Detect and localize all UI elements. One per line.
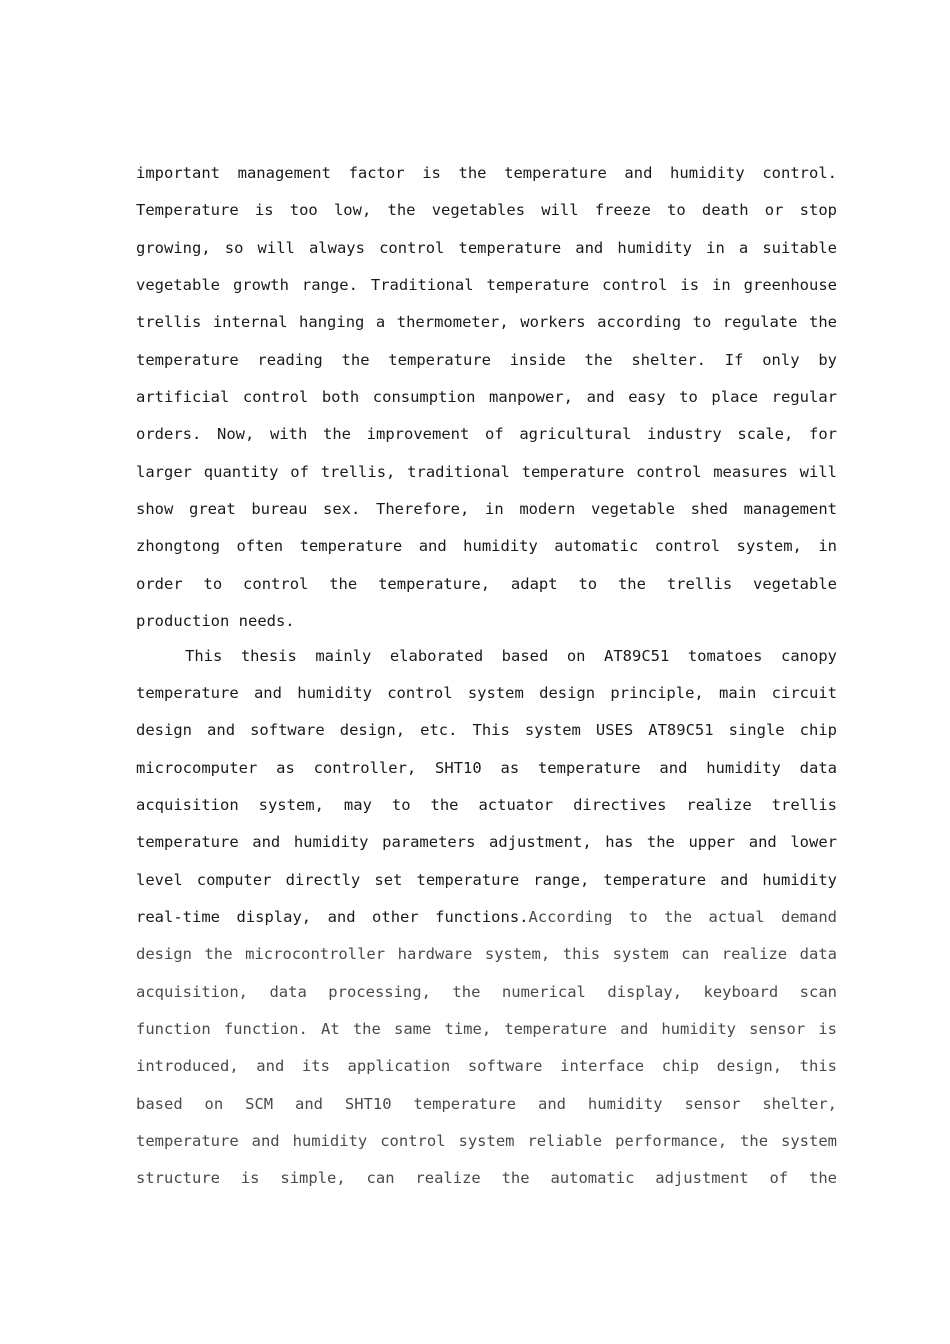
paragraph-2-line: structure is simple, can realize the automatic adjustment of the: [136, 1169, 837, 1187]
paragraph-2-line: temperature and humidity control system reliable performance, the system: [136, 1132, 837, 1150]
paragraph-2-mixed-line: [136, 905, 837, 929]
paragraph-1-line: growing, so will always control temperature and humidity in a suitable: [136, 239, 837, 257]
paragraph-2-line: acquisition system, may to the actuator directives realize trellis: [136, 796, 837, 814]
paragraph-1-line: production needs.: [136, 612, 295, 630]
paragraph-2-line: introduced, and its application software interface chip design, this: [136, 1057, 837, 1075]
paragraph-2-line: based on SCM and SHT10 temperature and humidity sensor shelter,: [136, 1095, 837, 1113]
paragraph-2-line: temperature and humidity control system design principle, main circuit: [136, 684, 837, 702]
paragraph-1-line: zhongtong often temperature and humidity automatic control system, in: [136, 537, 837, 555]
paragraph-2-line: microcomputer as controller, SHT10 as temperature and humidity data: [136, 759, 837, 777]
paragraph-1-line: order to control the temperature, adapt to the trellis vegetable: [136, 575, 837, 593]
paragraph-2-line: design and software design, etc. This system USES AT89C51 single chip: [136, 721, 837, 739]
paragraph-1-line: orders. Now, with the improvement of agricultural industry scale, for: [136, 425, 837, 443]
paragraph-1-line: artificial control both consumption manpower, and easy to place regular: [136, 388, 837, 406]
paragraph-1-line: temperature reading the temperature inside the shelter. If only by: [136, 351, 837, 369]
paragraph-1-line: Temperature is too low, the vegetables will freeze to death or stop: [136, 201, 837, 219]
paragraph-2-segment-dark: real-time display, and other functions.: [136, 908, 529, 926]
paragraph-2-line: function function. At the same time, temperature and humidity sensor is: [136, 1020, 837, 1038]
paragraph-2-line: temperature and humidity parameters adjustment, has the upper and lower: [136, 833, 837, 851]
paragraph-2-line: acquisition, data processing, the numerical display, keyboard scan: [136, 983, 837, 1001]
paragraph-1-line: trellis internal hanging a thermometer, workers according to regulate the: [136, 313, 837, 331]
paragraph-2-segment-light: According to the actual demand: [528, 908, 837, 926]
paragraph-1-line: show great bureau sex. Therefore, in modern vegetable shed management: [136, 500, 837, 518]
paragraph-1-line: larger quantity of trellis, traditional temperature control measures will: [136, 463, 837, 481]
paragraph-2-line: This thesis mainly elaborated based on AT89C51 tomatoes canopy: [185, 647, 837, 665]
paragraph-2-line: level computer directly set temperature range, temperature and humidity: [136, 871, 837, 889]
paragraph-1-line: important management factor is the temperature and humidity control.: [136, 164, 837, 182]
paragraph-2-line: design the microcontroller hardware system, this system can realize data: [136, 945, 837, 963]
paragraph-1-line: vegetable growth range. Traditional temperature control is in greenhouse: [136, 276, 837, 294]
